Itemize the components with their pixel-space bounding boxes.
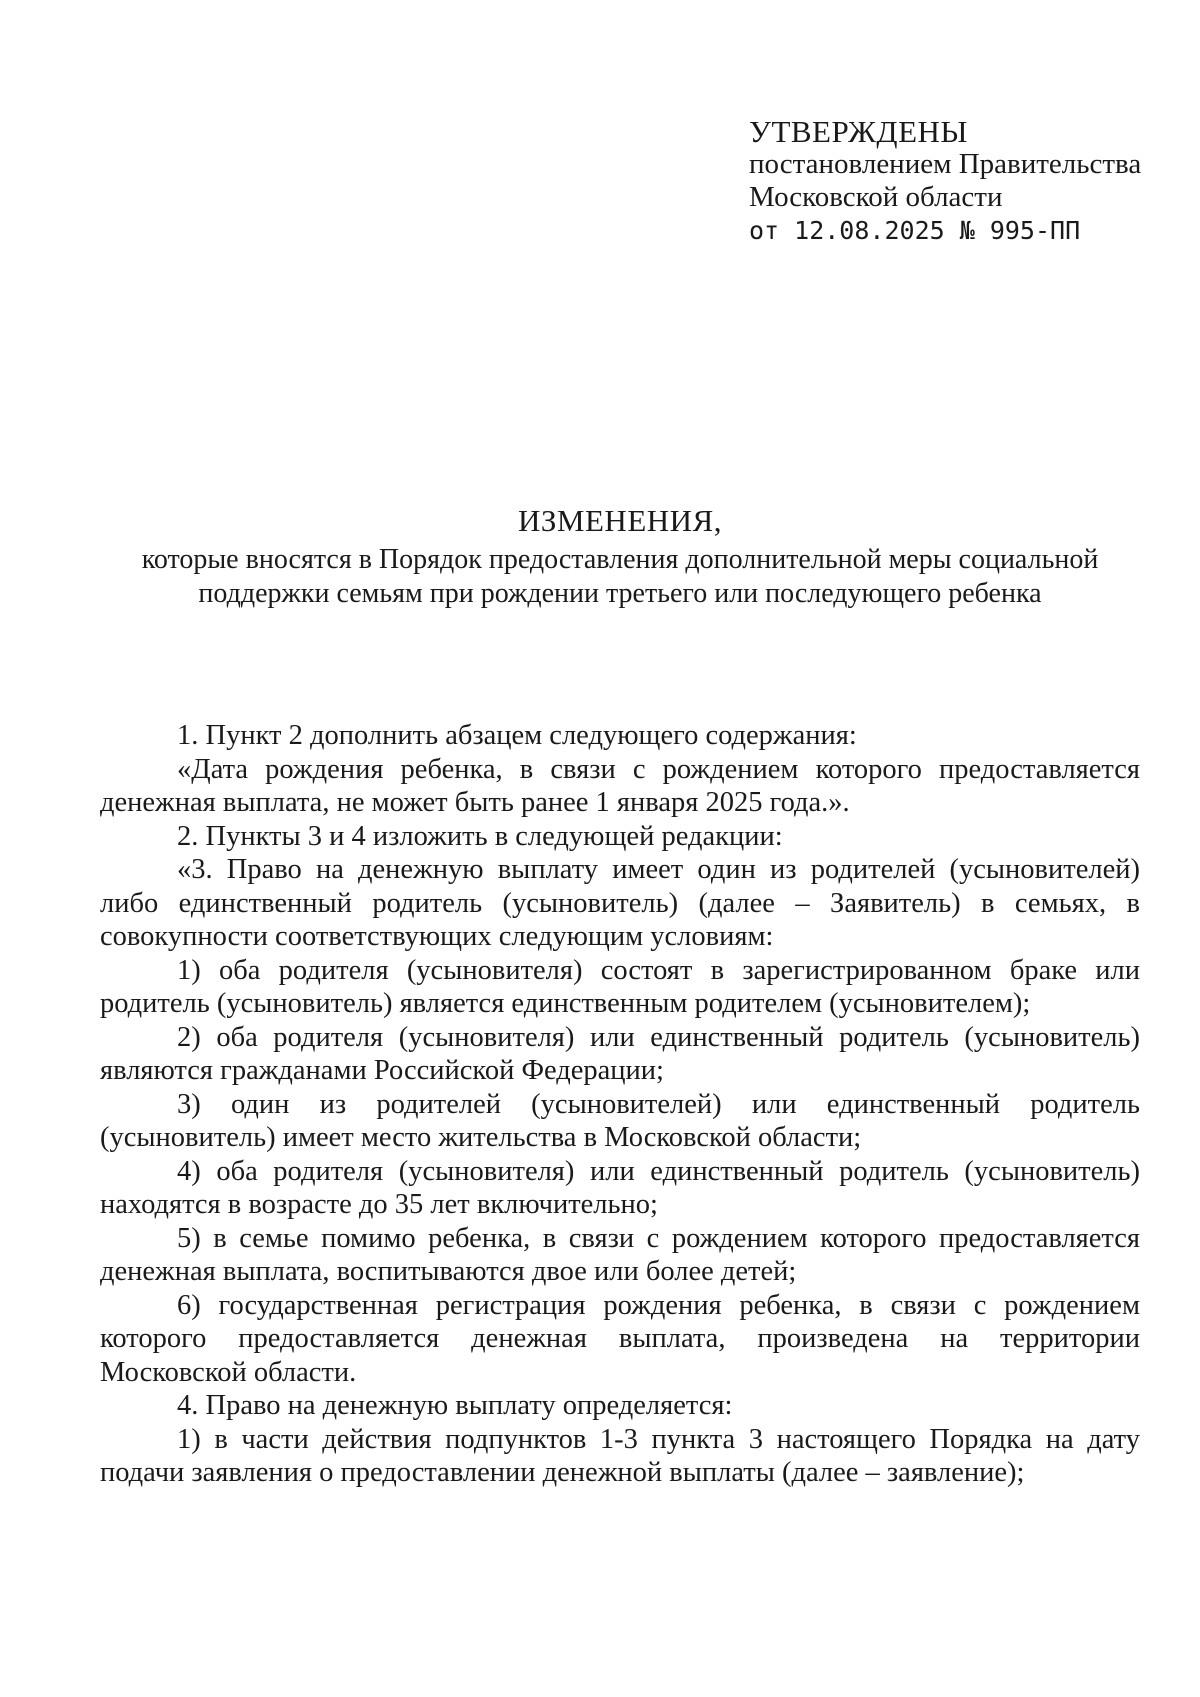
paragraph-5: 1) оба родителя (усыновителя) состоят в зарегистрированном браке или родитель (усыновитель) является единственным родителем (усыновителем); [100, 954, 1140, 1019]
paragraph-3: 2. Пункты 3 и 4 изложить в следующей редакции: [177, 820, 783, 852]
paragraph-8: 4) оба родителя (усыновителя) или единственный родитель (усыновитель) находятся в возрасте до 35 лет включительно; [100, 1155, 1140, 1220]
document-subtitle: которые вносятся в Порядок предоставления дополнительной меры социальной поддержки семьям при рождении третьего или последующего ребенка [141, 544, 1099, 609]
approval-line-1: постановлением Правительства [749, 148, 1142, 180]
paragraph-2: «Дата рождения ребенка, в связи с рождением которого предоставляется денежная выплата, не может быть ранее 1 января 2025 года.». [100, 753, 1140, 818]
paragraph-12: 1) в части действия подпунктов 1-3 пункта 3 настоящего Порядка на дату подачи заявления о предоставлении денежной выплаты (далее – заявление); [100, 1423, 1140, 1488]
paragraph-6: 2) оба родителя (усыновителя) или единственный родитель (усыновитель) являются гражданами Российской Федерации; [100, 1021, 1140, 1086]
document-title-block [100, 503, 1140, 611]
paragraph-1: 1. Пункт 2 дополнить абзацем следующего содержания: [177, 720, 857, 751]
approval-line-2: Московской области [749, 181, 1003, 213]
paragraph-9: 5) в семье помимо ребенка, в связи с рождением которого предоставляется денежная выплата, воспитываются двое или более детей; [100, 1222, 1140, 1287]
approval-number-line: от 12.08.2025 № 995-ПП [749, 216, 1081, 245]
approval-heading: УТВЕРЖДЕНЫ [749, 114, 968, 149]
paragraph-10: 6) государственная регистрация рождения ребенка, в связи с рождением которого предоставляется денежная выплата, произведена на территории Московской области. [100, 1289, 1140, 1388]
document-title: ИЗМЕНЕНИЯ, [518, 503, 722, 538]
paragraph-4: «3. Право на денежную выплату имеет один из родителей (усыновителей) либо единственный родитель (усыновитель) (далее – Заявитель) в семьях, в совокупности соответствующих следующим условиям: [100, 854, 1140, 952]
paragraph-11: 4. Право на денежную выплату определяется: [177, 1390, 733, 1421]
paragraph-7: 3) один из родителей (усыновителей) или единственный родитель (усыновитель) имеет место жительства в Московской области; [100, 1088, 1140, 1153]
document-body [100, 719, 1140, 1490]
approval-stamp [749, 115, 1169, 247]
